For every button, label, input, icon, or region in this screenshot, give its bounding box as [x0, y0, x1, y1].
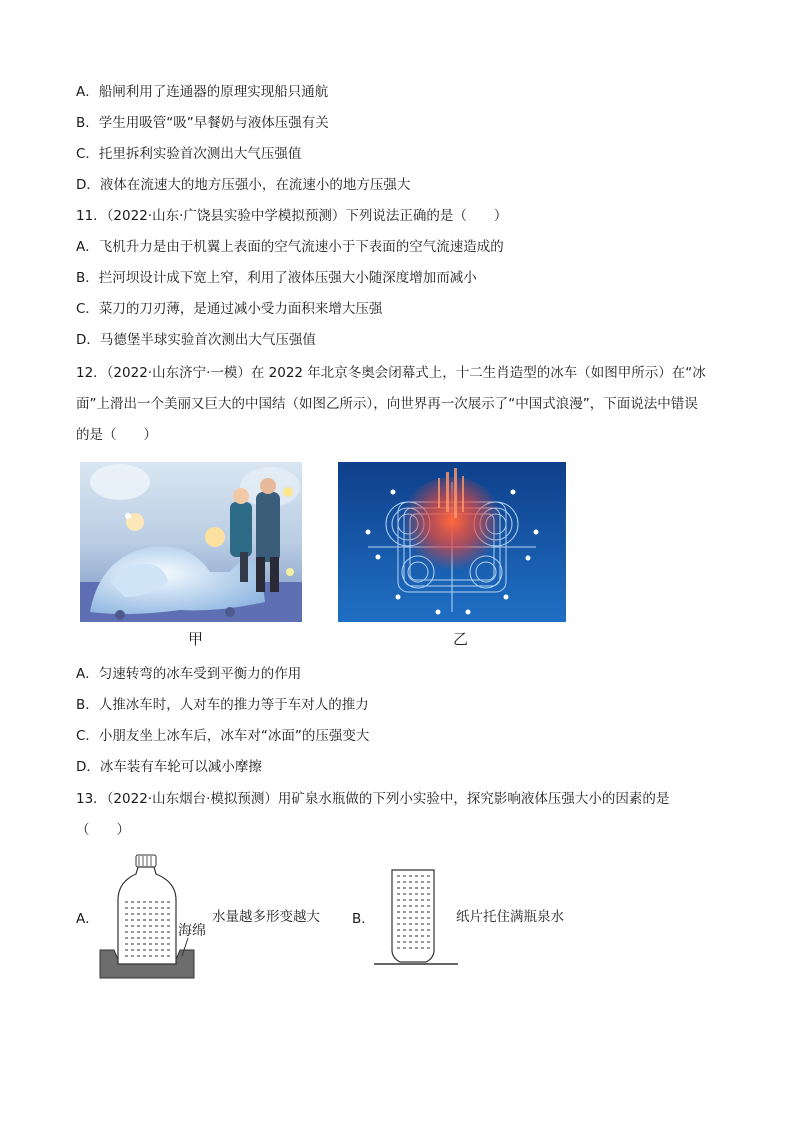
- q13-stem-line-2: （ ）: [76, 822, 130, 838]
- q13-option-b-letter: B．: [352, 911, 375, 927]
- q10-option-d: D．液体在流速大的地方压强小，在流速小的地方压强大: [76, 177, 411, 193]
- q12-stem-line-1: 12．（2022·山东济宁·一模）在 2022 年北京冬奥会闭幕式上，十二生肖造型的冰车（如图甲所示）在“冰: [76, 365, 706, 381]
- q11-option-a: A．飞机升力是由于机翼上表面的空气流速小于下表面的空气流速造成的: [76, 239, 504, 255]
- q11-stem: 11．（2022·山东·广饶县实验中学模拟预测）下列说法正确的是（ ）: [76, 208, 508, 224]
- photo-ice-car: [80, 462, 302, 622]
- q12-option-a: A．匀速转弯的冰车受到平衡力的作用: [76, 666, 302, 682]
- q12-option-b: B．人推冰车时，人对车的推力等于车对人的推力: [76, 697, 369, 713]
- caption-jia: 甲: [188, 630, 204, 648]
- q12-option-c: C．小朋友坐上冰车后，冰车对“冰面”的压强变大: [76, 728, 370, 744]
- q10-option-c: C．托里拆利实验首次测出大气压强值: [76, 146, 302, 162]
- photo-chinese-knot: [338, 462, 566, 622]
- q13-option-a-text: 水量越多形变越大: [212, 909, 320, 925]
- q11-option-b: B．拦河坝设计成下宽上窄，利用了液体压强大小随深度增加而减小: [76, 270, 477, 286]
- q13-option-a-letter: A．: [76, 911, 99, 927]
- q12-stem-line-2: 面”上滑出一个美丽又巨大的中国结（如图乙所示），向世界再一次展示了“中国式浪漫”，下面说法中错误: [76, 396, 698, 412]
- figure-inverted-bottle-with-paper: [372, 866, 462, 970]
- caption-yi: 乙: [453, 630, 469, 648]
- q12-option-d: D．冰车装有车轮可以减小摩擦: [76, 759, 262, 775]
- q10-option-a: A．船闸利用了连通器的原理实现船只通航: [76, 84, 329, 100]
- q13-stem-line-1: 13．（2022·山东烟台·模拟预测）用矿泉水瓶做的下列小实验中，探究影响液体压强大小的因素的是: [76, 791, 670, 807]
- figure-bottle-on-sponge: [98, 852, 198, 982]
- q10-option-b: B．学生用吸管“吸”早餐奶与液体压强有关: [76, 115, 329, 131]
- label-sponge: 海绵: [178, 923, 206, 939]
- q11-option-c: C．菜刀的刀刃薄，是通过减小受力面积来增大压强: [76, 301, 383, 317]
- q12-stem-line-3: 的是（ ）: [76, 427, 157, 443]
- q13-option-b-text: 纸片托住满瓶泉水: [456, 909, 564, 925]
- q11-option-d: D．马德堡半球实验首次测出大气压强值: [76, 332, 316, 348]
